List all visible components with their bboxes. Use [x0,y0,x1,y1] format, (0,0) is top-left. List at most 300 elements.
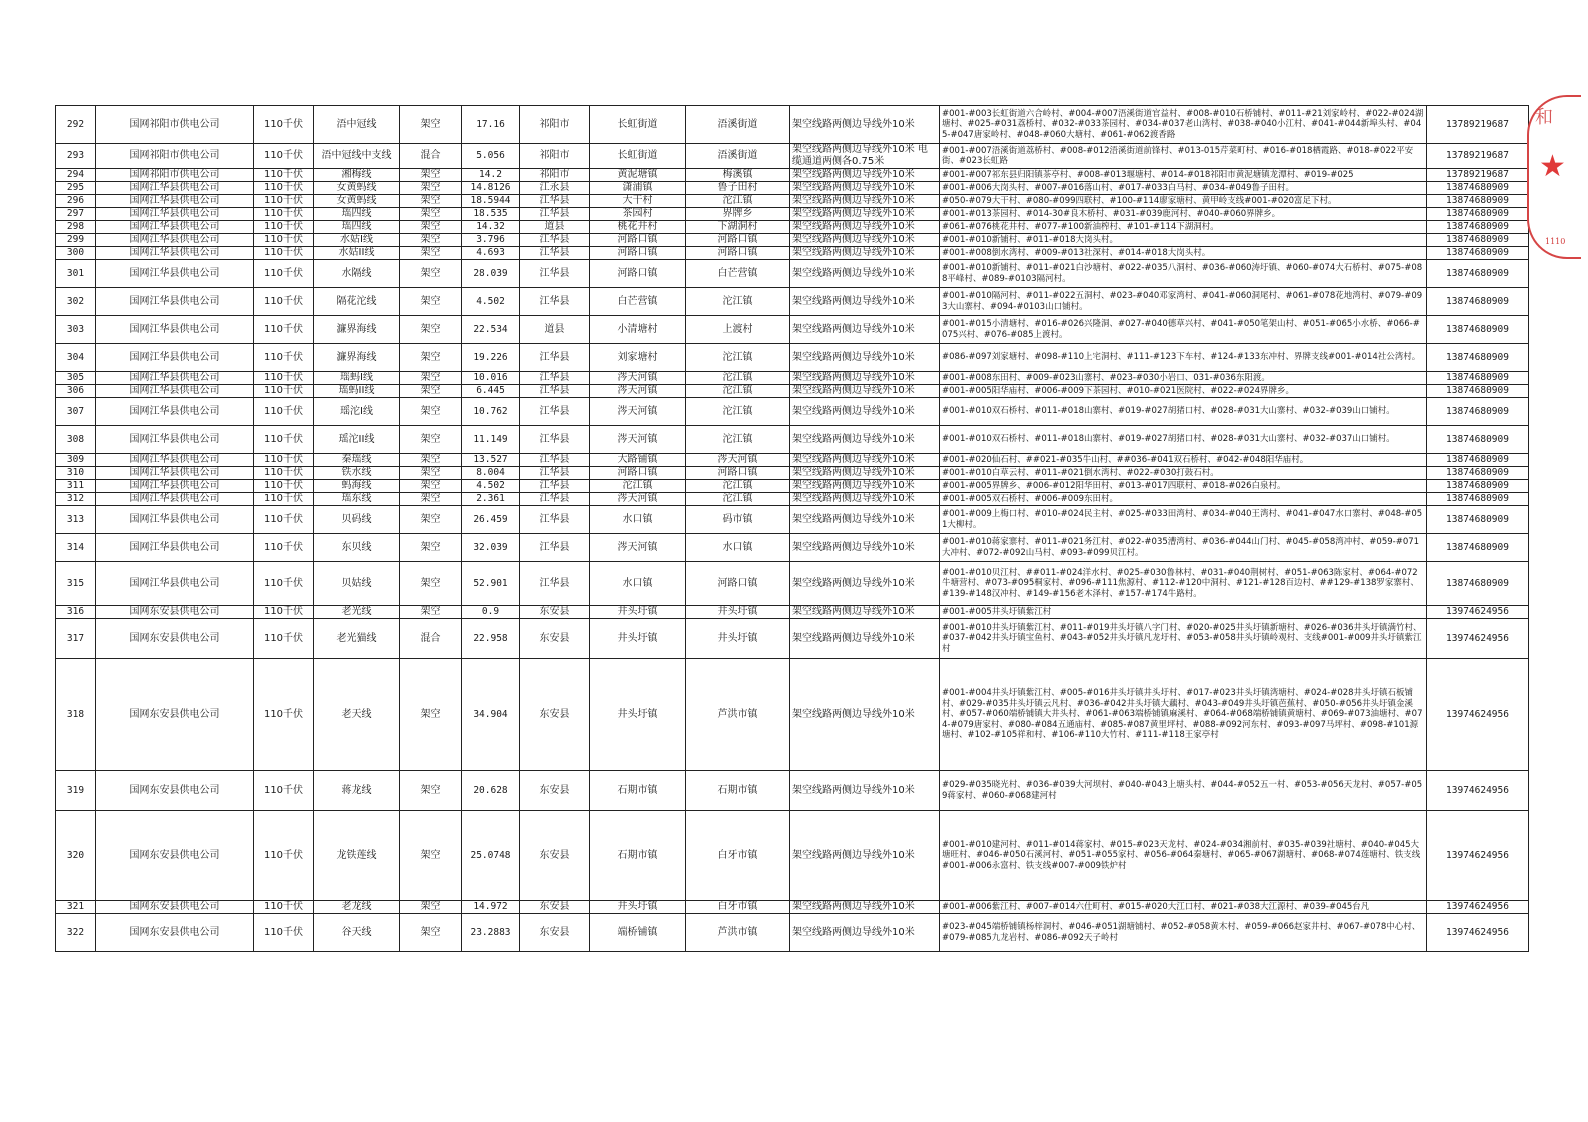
table-row [56,562,1529,606]
contact-phone-cell: 13874680909 [1427,506,1529,534]
contact-phone-cell: 13874680909 [1427,195,1529,208]
voltage-cell: 110千伏 [254,811,314,901]
company-cell: 国网江华县供电公司 [96,288,254,316]
county-cell: 祁阳市 [520,169,590,182]
from-location-cell: 井头圩镇 [590,901,686,914]
tower-sections-cell: #001-#015小清塘村、#016-#026兴隆洞、#027-#040德草兴村、#041-#050笔架山村、#051-#065小水桥、#066-#075兴村、#076-#085上渡村。 [940,316,1427,344]
contact-phone-cell: 13789219687 [1427,169,1529,182]
protection-scope-cell: 架空线路两侧边导线外10米 [790,534,940,562]
company-cell: 国网江华县供电公司 [96,316,254,344]
line-name-cell: 女黄蚂线 [314,195,400,208]
contact-phone-cell: 13874680909 [1427,480,1529,493]
row-number: 308 [56,426,96,454]
length-cell: 6.445 [462,385,520,398]
voltage-cell: 110千伏 [254,467,314,480]
county-cell: 东安县 [520,811,590,901]
line-name-cell: 瑶蚂II线 [314,385,400,398]
county-cell: 东安县 [520,914,590,952]
line-type-cell: 架空 [400,221,462,234]
row-number: 306 [56,385,96,398]
line-type-cell: 架空 [400,659,462,771]
county-cell: 江华县 [520,208,590,221]
table-row [56,901,1529,914]
to-location-cell: 码市镇 [686,506,790,534]
line-type-cell: 架空 [400,398,462,426]
from-location-cell: 涔天河镇 [590,398,686,426]
length-cell: 4.502 [462,480,520,493]
company-cell: 国网江华县供电公司 [96,372,254,385]
line-name-cell: 濂界海线 [314,316,400,344]
length-cell: 11.149 [462,426,520,454]
row-number: 292 [56,106,96,144]
voltage-cell: 110千伏 [254,914,314,952]
from-location-cell: 涔天河镇 [590,534,686,562]
table-row [56,288,1529,316]
table-row [56,493,1529,506]
voltage-cell: 110千伏 [254,234,314,247]
from-location-cell: 河路口镇 [590,247,686,260]
voltage-cell: 110千伏 [254,260,314,288]
to-location-cell: 沱江镇 [686,385,790,398]
county-cell: 江华县 [520,234,590,247]
length-cell: 10.016 [462,372,520,385]
line-type-cell: 架空 [400,480,462,493]
voltage-cell: 110千伏 [254,901,314,914]
from-location-cell: 河路口镇 [590,260,686,288]
from-location-cell: 大路铺镇 [590,454,686,467]
table-row [56,606,1529,619]
county-cell: 江华县 [520,195,590,208]
from-location-cell: 刘家塘村 [590,344,686,372]
table-row [56,426,1529,454]
to-location-cell: 界牌乡 [686,208,790,221]
tower-sections-cell: #001-#008东田村、#009-#023山寨村、#023-#030小岩口、031-#036东阳渡。 [940,372,1427,385]
protection-scope-cell: 架空线路两侧边导线外10米 [790,480,940,493]
from-location-cell: 涔天河镇 [590,426,686,454]
tower-sections-cell: #001-#005阳华庙村、#006-#009下茶园村、#010-#021医院村、#022-#024界牌乡。 [940,385,1427,398]
contact-phone-cell: 13874680909 [1427,260,1529,288]
contact-phone-cell: 13874680909 [1427,467,1529,480]
tower-sections-cell: #001-#010新铺村、#011-#021白沙塘村、#022-#035八洞村、#036-#060涛圩镇、#060-#074大石桥村、#075-#088平峰村、#089-#0103隔河村。 [940,260,1427,288]
county-cell: 道县 [520,221,590,234]
protection-scope-cell: 架空线路两侧边导线外10米 [790,234,940,247]
protection-scope-cell: 架空线路两侧边导线外10米 [790,506,940,534]
voltage-cell: 110千伏 [254,562,314,606]
line-name-cell: 瑶沱I线 [314,398,400,426]
from-location-cell: 石期市镇 [590,811,686,901]
line-name-cell: 浯中冠线 [314,106,400,144]
line-type-cell: 架空 [400,426,462,454]
protection-scope-cell: 架空线路两侧边导线外10米 [790,562,940,606]
company-cell: 国网江华县供电公司 [96,426,254,454]
tower-sections-cell: #023-#045端桥铺镇杨梓洞村、#046-#051湖塘铺村、#052-#058黄木村、#059-#066赵家井村、#067-#078中心村、#079-#085九龙岩村、#086-#092天子岭村 [940,914,1427,952]
to-location-cell: 水口镇 [686,534,790,562]
row-number: 311 [56,480,96,493]
protection-scope-cell: 架空线路两侧边导线外10米 [790,247,940,260]
voltage-cell: 110千伏 [254,208,314,221]
from-location-cell: 涔天河镇 [590,493,686,506]
from-location-cell: 井头圩镇 [590,606,686,619]
line-type-cell: 架空 [400,385,462,398]
contact-phone-cell: 13874680909 [1427,398,1529,426]
voltage-cell: 110千伏 [254,169,314,182]
line-type-cell: 架空 [400,234,462,247]
table-row [56,534,1529,562]
from-location-cell: 石期市镇 [590,771,686,811]
voltage-cell: 110千伏 [254,454,314,467]
contact-phone-cell: 13974624956 [1427,811,1529,901]
line-name-cell: 浯中冠线中支线 [314,144,400,169]
contact-phone-cell: 13874680909 [1427,182,1529,195]
line-type-cell: 架空 [400,467,462,480]
tower-sections-cell: #001-#010双石桥村、#011-#018山寨村、#019-#027胡猪口村、#028-#031大山寨村、#032-#039山口铺村。 [940,398,1427,426]
line-name-cell: 铁水线 [314,467,400,480]
table-row [56,195,1529,208]
from-location-cell: 白芒营镇 [590,288,686,316]
county-cell: 道县 [520,316,590,344]
company-cell: 国网东安县供电公司 [96,901,254,914]
company-cell: 国网江华县供电公司 [96,344,254,372]
from-location-cell: 茶园村 [590,208,686,221]
row-number: 305 [56,372,96,385]
row-number: 309 [56,454,96,467]
protection-scope-cell: 架空线路两侧边导线外10米 [790,467,940,480]
length-cell: 20.628 [462,771,520,811]
line-name-cell: 水姑I线 [314,234,400,247]
line-type-cell: 架空 [400,901,462,914]
table-row [56,234,1529,247]
row-number: 316 [56,606,96,619]
county-cell: 祁阳市 [520,144,590,169]
power-line-table [55,105,1529,952]
county-cell: 江华县 [520,480,590,493]
protection-scope-cell: 架空线路两侧边导线外10米 [790,208,940,221]
length-cell: 34.904 [462,659,520,771]
protection-scope-cell: 架空线路两侧边导线外10米 [790,811,940,901]
line-name-cell: 瑶四线 [314,221,400,234]
protection-scope-cell: 架空线路两侧边导线外10米 [790,659,940,771]
tower-sections-cell: #001-#005界牌乡、#006-#012阳华田村、#013-#017四联村、#018-#026白泉村。 [940,480,1427,493]
from-location-cell: 黄泥塘镇 [590,169,686,182]
line-type-cell: 架空 [400,606,462,619]
company-cell: 国网江华县供电公司 [96,506,254,534]
to-location-cell: 河路口镇 [686,234,790,247]
row-number: 302 [56,288,96,316]
tower-sections-cell: #001-#003长虹街道六合岭村、#004-#007浯溪街道官益村、#008-#010石桥铺村、#011-#21刘家岭村、#022-#024湖塘村、#025-#031荔桥村、#032-#033茶园村、#034-#037老山湾村、#038-#040小江村、#041-#044新埠头村、#045-#047唐家岭村、#048-#060大塘村、#061-#062渡香路 [940,106,1427,144]
protection-scope-cell: 架空线路两侧边导线外10米 电缆通道两侧各0.75米 [790,144,940,169]
county-cell: 江华县 [520,562,590,606]
voltage-cell: 110千伏 [254,106,314,144]
row-number: 312 [56,493,96,506]
line-type-cell: 架空 [400,288,462,316]
voltage-cell: 110千伏 [254,493,314,506]
row-number: 321 [56,901,96,914]
county-cell: 江华县 [520,398,590,426]
contact-phone-cell: 13874680909 [1427,385,1529,398]
to-location-cell: 沱江镇 [686,195,790,208]
to-location-cell: 沱江镇 [686,480,790,493]
row-number: 294 [56,169,96,182]
length-cell: 14.972 [462,901,520,914]
line-type-cell: 架空 [400,534,462,562]
line-name-cell: 隔花沱线 [314,288,400,316]
voltage-cell: 110千伏 [254,182,314,195]
contact-phone-cell: 13874680909 [1427,316,1529,344]
county-cell: 东安县 [520,659,590,771]
company-cell: 国网江华县供电公司 [96,208,254,221]
row-number: 299 [56,234,96,247]
from-location-cell: 沱江镇 [590,480,686,493]
county-cell: 江华县 [520,426,590,454]
tower-sections-cell: #001-#010建河村、#011-#014蒋家村、#015-#023天龙村、#024-#034湘前村、#035-#039社塘村、#040-#045大塘旺村、#046-#050石溪河村、#051-#055家村、#056-#064秦塘村、#065-#067湖塘村、#068-#074莲塘村、铁支线#001-#006永富村、铁支线#007-#009铁炉村 [940,811,1427,901]
line-name-cell: 瑶沱II线 [314,426,400,454]
county-cell: 江华县 [520,534,590,562]
table-row [56,771,1529,811]
company-cell: 国网祁阳市供电公司 [96,144,254,169]
company-cell: 国网江华县供电公司 [96,534,254,562]
contact-phone-cell: 13874680909 [1427,208,1529,221]
company-cell: 国网东安县供电公司 [96,619,254,659]
protection-scope-cell: 架空线路两侧边导线外10米 [790,169,940,182]
line-type-cell: 架空 [400,493,462,506]
length-cell: 10.762 [462,398,520,426]
table-row [56,247,1529,260]
voltage-cell: 110千伏 [254,247,314,260]
contact-phone-cell: 13874680909 [1427,426,1529,454]
line-type-cell: 架空 [400,771,462,811]
from-location-cell: 涔天河镇 [590,385,686,398]
line-name-cell: 水隔线 [314,260,400,288]
from-location-cell: 端桥铺镇 [590,914,686,952]
tower-sections-cell: #001-#010白草云村、#011-#021倒水湾村、#022-#030打鼓石村。 [940,467,1427,480]
line-name-cell: 瑶东线 [314,493,400,506]
row-number: 298 [56,221,96,234]
length-cell: 14.32 [462,221,520,234]
line-name-cell: 贝姑线 [314,562,400,606]
table-row [56,144,1529,169]
voltage-cell: 110千伏 [254,534,314,562]
voltage-cell: 110千伏 [254,619,314,659]
protection-scope-cell: 架空线路两侧边导线外10米 [790,385,940,398]
line-type-cell: 架空 [400,506,462,534]
line-type-cell: 架空 [400,914,462,952]
tower-sections-cell: #001-#010贝江村、##011-#024洋水村、#025-#030鲁林村、#031-#040荆树村、#051-#063陈家村、#064-#072牛塘营村、#073-#095桐家村、#096-#111焦源村、#112-#120中洞村、#121-#128百边村、##129-#138罗家寨村、#139-#148汉冲村、#149-#156老木泽村、#157-#174牛路村。 [940,562,1427,606]
company-cell: 国网江华县供电公司 [96,385,254,398]
county-cell: 江华县 [520,344,590,372]
tower-sections-cell: #001-#013茶园村、#014-30#良木桥村、#031-#039鹿河村、#040-#060界牌乡。 [940,208,1427,221]
line-type-cell: 架空 [400,454,462,467]
voltage-cell: 110千伏 [254,771,314,811]
protection-scope-cell: 架空线路两侧边导线外10米 [790,901,940,914]
row-number: 313 [56,506,96,534]
protection-scope-cell: 架空线路两侧边导线外10米 [790,344,940,372]
protection-scope-cell: 架空线路两侧边导线外10米 [790,771,940,811]
from-location-cell: 井头圩镇 [590,659,686,771]
to-location-cell: 芦洪市镇 [686,659,790,771]
from-location-cell: 长虹街道 [590,106,686,144]
table-row [56,619,1529,659]
county-cell: 江华县 [520,467,590,480]
county-cell: 祁阳市 [520,106,590,144]
tower-sections-cell: #001-#006紫江村、#007-#014六仕町村、#015-#020大江口村、#021-#038大江源村、#039-#045台凡 [940,901,1427,914]
contact-phone-cell: 13874680909 [1427,562,1529,606]
length-cell: 4.693 [462,247,520,260]
voltage-cell: 110千伏 [254,385,314,398]
table-row [56,169,1529,182]
to-location-cell: 沱江镇 [686,398,790,426]
row-number: 310 [56,467,96,480]
line-name-cell: 老光线 [314,606,400,619]
official-seal [1527,95,1581,259]
to-location-cell: 浯溪街道 [686,144,790,169]
line-type-cell: 架空 [400,106,462,144]
contact-phone-cell: 13874680909 [1427,234,1529,247]
protection-scope-cell: 架空线路两侧边导线外10米 [790,493,940,506]
table-row [56,221,1529,234]
line-name-cell: 瑶四线 [314,208,400,221]
length-cell: 25.0748 [462,811,520,901]
contact-phone-cell: 13874680909 [1427,454,1529,467]
contact-phone-cell: 13974624956 [1427,914,1529,952]
line-type-cell: 架空 [400,169,462,182]
contact-phone-cell: 13874680909 [1427,534,1529,562]
voltage-cell: 110千伏 [254,221,314,234]
length-cell: 4.502 [462,288,520,316]
length-cell: 2.361 [462,493,520,506]
tower-sections-cell: #001-#008倒水湾村、#009-#013社深村、#014-#018大岗头村。 [940,247,1427,260]
length-cell: 5.056 [462,144,520,169]
company-cell: 国网江华县供电公司 [96,480,254,493]
table-row [56,182,1529,195]
seal-text: 和 [1535,107,1553,128]
to-location-cell: 河路口镇 [686,467,790,480]
voltage-cell: 110千伏 [254,606,314,619]
table-row [56,659,1529,771]
table-row [56,506,1529,534]
protection-scope-cell: 架空线路两侧边导线外10米 [790,106,940,144]
tower-sections-cell: #001-#009上梅口村、#010-#024民主村、#025-#033田湾村、#034-#040王湾村、#041-#047水口寨村、#048-#051大柳村。 [940,506,1427,534]
contact-phone-cell: 13974624956 [1427,771,1529,811]
line-name-cell: 濂界海线 [314,344,400,372]
line-type-cell: 混合 [400,144,462,169]
row-number: 296 [56,195,96,208]
contact-phone-cell: 13974624956 [1427,606,1529,619]
line-type-cell: 架空 [400,195,462,208]
voltage-cell: 110千伏 [254,659,314,771]
company-cell: 国网江华县供电公司 [96,562,254,606]
company-cell: 国网江华县供电公司 [96,454,254,467]
company-cell: 国网东安县供电公司 [96,659,254,771]
protection-scope-cell: 架空线路两侧边导线外10米 [790,426,940,454]
length-cell: 0.9 [462,606,520,619]
to-location-cell: 鲁子田村 [686,182,790,195]
row-number: 297 [56,208,96,221]
company-cell: 国网祁阳市供电公司 [96,106,254,144]
voltage-cell: 110千伏 [254,480,314,493]
to-location-cell: 井头圩镇 [686,606,790,619]
county-cell: 江华县 [520,247,590,260]
to-location-cell: 上渡村 [686,316,790,344]
length-cell: 52.901 [462,562,520,606]
line-type-cell: 架空 [400,247,462,260]
tower-sections-cell: #029-#035晓光村、#036-#039大河坝村、#040-#043上塘头村、#044-#052五一村、#053-#056天龙村、#057-#059蒋家村、#060-#068建河村 [940,771,1427,811]
length-cell: 17.16 [462,106,520,144]
from-location-cell: 涔天河镇 [590,372,686,385]
county-cell: 东安县 [520,619,590,659]
length-cell: 28.039 [462,260,520,288]
length-cell: 18.5944 [462,195,520,208]
line-name-cell: 老天线 [314,659,400,771]
voltage-cell: 110千伏 [254,195,314,208]
length-cell: 32.039 [462,534,520,562]
from-location-cell: 潇浦镇 [590,182,686,195]
line-type-cell: 架空 [400,372,462,385]
protection-scope-cell: 架空线路两侧边导线外10米 [790,454,940,467]
row-number: 320 [56,811,96,901]
contact-phone-cell: 13789219687 [1427,106,1529,144]
table-row [56,385,1529,398]
table-row [56,372,1529,385]
length-cell: 26.459 [462,506,520,534]
voltage-cell: 110千伏 [254,398,314,426]
line-name-cell: 老龙线 [314,901,400,914]
county-cell: 江华县 [520,372,590,385]
county-cell: 江华县 [520,506,590,534]
to-location-cell: 井头圩镇 [686,619,790,659]
company-cell: 国网江华县供电公司 [96,260,254,288]
table-row [56,260,1529,288]
seal-number: 1110 [1545,237,1566,246]
county-cell: 东安县 [520,771,590,811]
tower-sections-cell: #001-#005井头圩镇紫江村 [940,606,1427,619]
company-cell: 国网江华县供电公司 [96,195,254,208]
table-row [56,106,1529,144]
contact-phone-cell: 13874680909 [1427,344,1529,372]
contact-phone-cell: 13974624956 [1427,619,1529,659]
row-number: 304 [56,344,96,372]
line-name-cell: 东贝线 [314,534,400,562]
company-cell: 国网江华县供电公司 [96,493,254,506]
row-number: 303 [56,316,96,344]
length-cell: 23.2883 [462,914,520,952]
row-number: 322 [56,914,96,952]
from-location-cell: 长虹街道 [590,144,686,169]
protection-scope-cell: 架空线路两侧边导线外10米 [790,606,940,619]
tower-sections-cell: #001-#005双石桥村、#006-#009东田村。 [940,493,1427,506]
company-cell: 国网祁阳市供电公司 [96,169,254,182]
protection-scope-cell: 架空线路两侧边导线外10米 [790,316,940,344]
line-type-cell: 架空 [400,260,462,288]
tower-sections-cell: #001-#010井头圩镇紫江村、#011-#019井头圩镇八字门村、#020-#025井头圩镇新塘村、#026-#036井头圩镇满竹村、#037-#042井头圩镇宝鱼村、#043-#052井头圩镇凡龙圩村、#053-#058井头圩镇岭观村、支线#001-#009井头圩镇紫江村 [940,619,1427,659]
company-cell: 国网江华县供电公司 [96,234,254,247]
contact-phone-cell: 13874680909 [1427,247,1529,260]
voltage-cell: 110千伏 [254,288,314,316]
tower-sections-cell: #001-#007浯溪街道荔桥村、#008-#012浯溪街道前锋村、#013-015芹菜町村、#016-#018栖霞路、#018-#022平安街、#023长虹路 [940,144,1427,169]
from-location-cell: 小清塘村 [590,316,686,344]
table-row [56,344,1529,372]
row-number: 319 [56,771,96,811]
line-name-cell: 秦瑶线 [314,454,400,467]
to-location-cell: 石期市镇 [686,771,790,811]
protection-scope-cell: 架空线路两侧边导线外10米 [790,398,940,426]
row-number: 307 [56,398,96,426]
voltage-cell: 110千伏 [254,144,314,169]
to-location-cell: 沱江镇 [686,372,790,385]
length-cell: 19.226 [462,344,520,372]
line-name-cell: 龙铁莲线 [314,811,400,901]
county-cell: 江华县 [520,385,590,398]
from-location-cell: 河路口镇 [590,467,686,480]
